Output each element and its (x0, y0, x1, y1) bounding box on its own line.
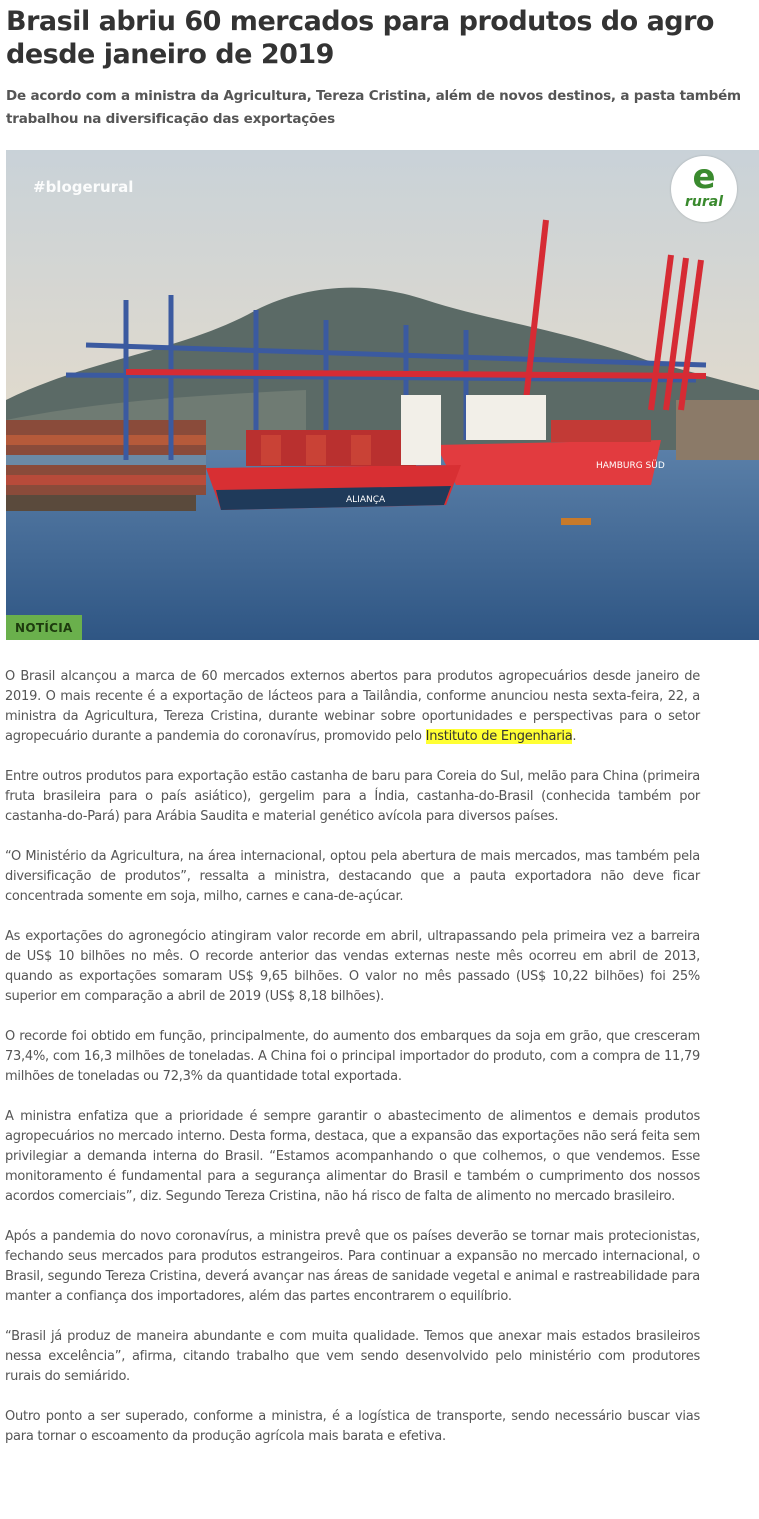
link-instituto-de-engenharia[interactable]: Instituto de Engenharia (425, 729, 573, 744)
paragraph-3: “O Ministério da Agricultura, na área internacional, optou pela abertura de mais mercados, mas também pela diversificação de produtos”, ressalta a ministra, destacando que a pauta exportadora não deve ficar concentrada somente em soja, milho, carnes e cana-de-açúcar. (5, 849, 700, 904)
small-boat (561, 518, 591, 525)
paragraph-2: Entre outros produtos para exportação estão castanha de baru para Coreia do Sul, melão para China (primeira fruta brasileira para o país asiático), gergelim para a Índia, castanha-do-Brasil (conhecida também por castanha-do-Pará) para Arábia Saudita e material genético avícola para diversos países. (5, 769, 700, 824)
hero-image (6, 150, 759, 640)
paragraph-7: Após a pandemia do novo coronavírus, a ministra prevê que os países deverão se tornar mais protecionistas, fechando seus mercados para produtos estrangeiros. Para continuar a expansão no mercado internacional, o Brasil, segundo Tereza Cristina, deverá avançar nas áreas de sanidade vegetal e animal e rastreabilidade para manter a confiança dos importadores, além das partes encontrarem o equilíbrio. (5, 1229, 700, 1304)
logo-word: rural (684, 194, 724, 210)
hashtag-watermark: #blogerural (33, 178, 134, 196)
paragraph-8: “Brasil já produz de maneira abundante e com muita qualidade. Temos que anexar mais estados brasileiros nessa excelência”, afirma, citando trabalho que vem sendo desenvolvido pelo ministério com produtores rurais do semiárido. (5, 1329, 700, 1384)
paragraph-5: O recorde foi obtido em função, principalmente, do aumento dos embarques da soja em grão, que cresceram 73,4%, com 16,3 milhões de toneladas. A China foi o principal importador do produto, com a compra de 11,79 milhões de toneladas ou 72,3% da quantidade total exportada. (5, 1029, 700, 1084)
ship1-name: ALIANÇA (346, 495, 386, 505)
erural-logo (671, 156, 737, 222)
category-badge[interactable]: NOTÍCIA (6, 615, 82, 640)
paragraph-6: A ministra enfatiza que a prioridade é sempre garantir o abastecimento de alimentos e demais produtos agropecuários no mercado interno. Desta forma, destaca, que a expansão das exportações não será feita sem privilegiar a demanda interna do Brasil. “Estamos acompanhando o que colhemos, o que vendemos. Esse monitoramento é fundamental para a segurança alimentar do Brasil e também o cumprimento dos nossos acordos comerciais”, diz. Segundo Tereza Cristina, não há risco de falta de alimento no mercado brasileiro. (5, 1109, 700, 1204)
ship2-name: HAMBURG SÜD (596, 461, 665, 471)
paragraph-1: O Brasil alcançou a marca de 60 mercados externos abertos para produtos agropecuários desde janeiro de 2019. O mais recente é a exportação de lácteos para a Tailândia, conforme anunciou nesta sexta-feira, 22, a ministra da Agricultura, Tereza Cristina, durante webinar sobre oportunidades e perspectivas para o setor agropecuário durante a pandemia do coronavírus, promovido pelo Instituto de Engenharia. (5, 669, 700, 744)
port-photo (6, 150, 759, 640)
logo-letter: e (692, 157, 716, 197)
article-body (5, 667, 700, 1467)
article-title: Brasil abriu 60 mercados para produtos do agro desde janeiro de 2019 (6, 6, 714, 70)
paragraph-4: As exportações do agronegócio atingiram valor recorde em abril, ultrapassando pela primeira vez a barreira de US$ 10 bilhões no mês. O recorde anterior das vendas externas neste mês ocorreu em abril de 2013, quando as exportações somaram US$ 9,65 bilhões. O valor no mês passado (US$ 10,22 bilhões) foi 25% superior em comparação a abril de 2019 (US$ 8,18 bilhões). (5, 929, 700, 1004)
article-subtitle: De acordo com a ministra da Agricultura, Tereza Cristina, além de novos destinos, a pasta também trabalhou na diversificação das exportações (6, 88, 741, 127)
paragraph-9: Outro ponto a ser superado, conforme a ministra, é a logística de transporte, sendo necessário buscar vias para tornar o escoamento da produção agrícola mais barata e efetiva. (5, 1409, 700, 1444)
